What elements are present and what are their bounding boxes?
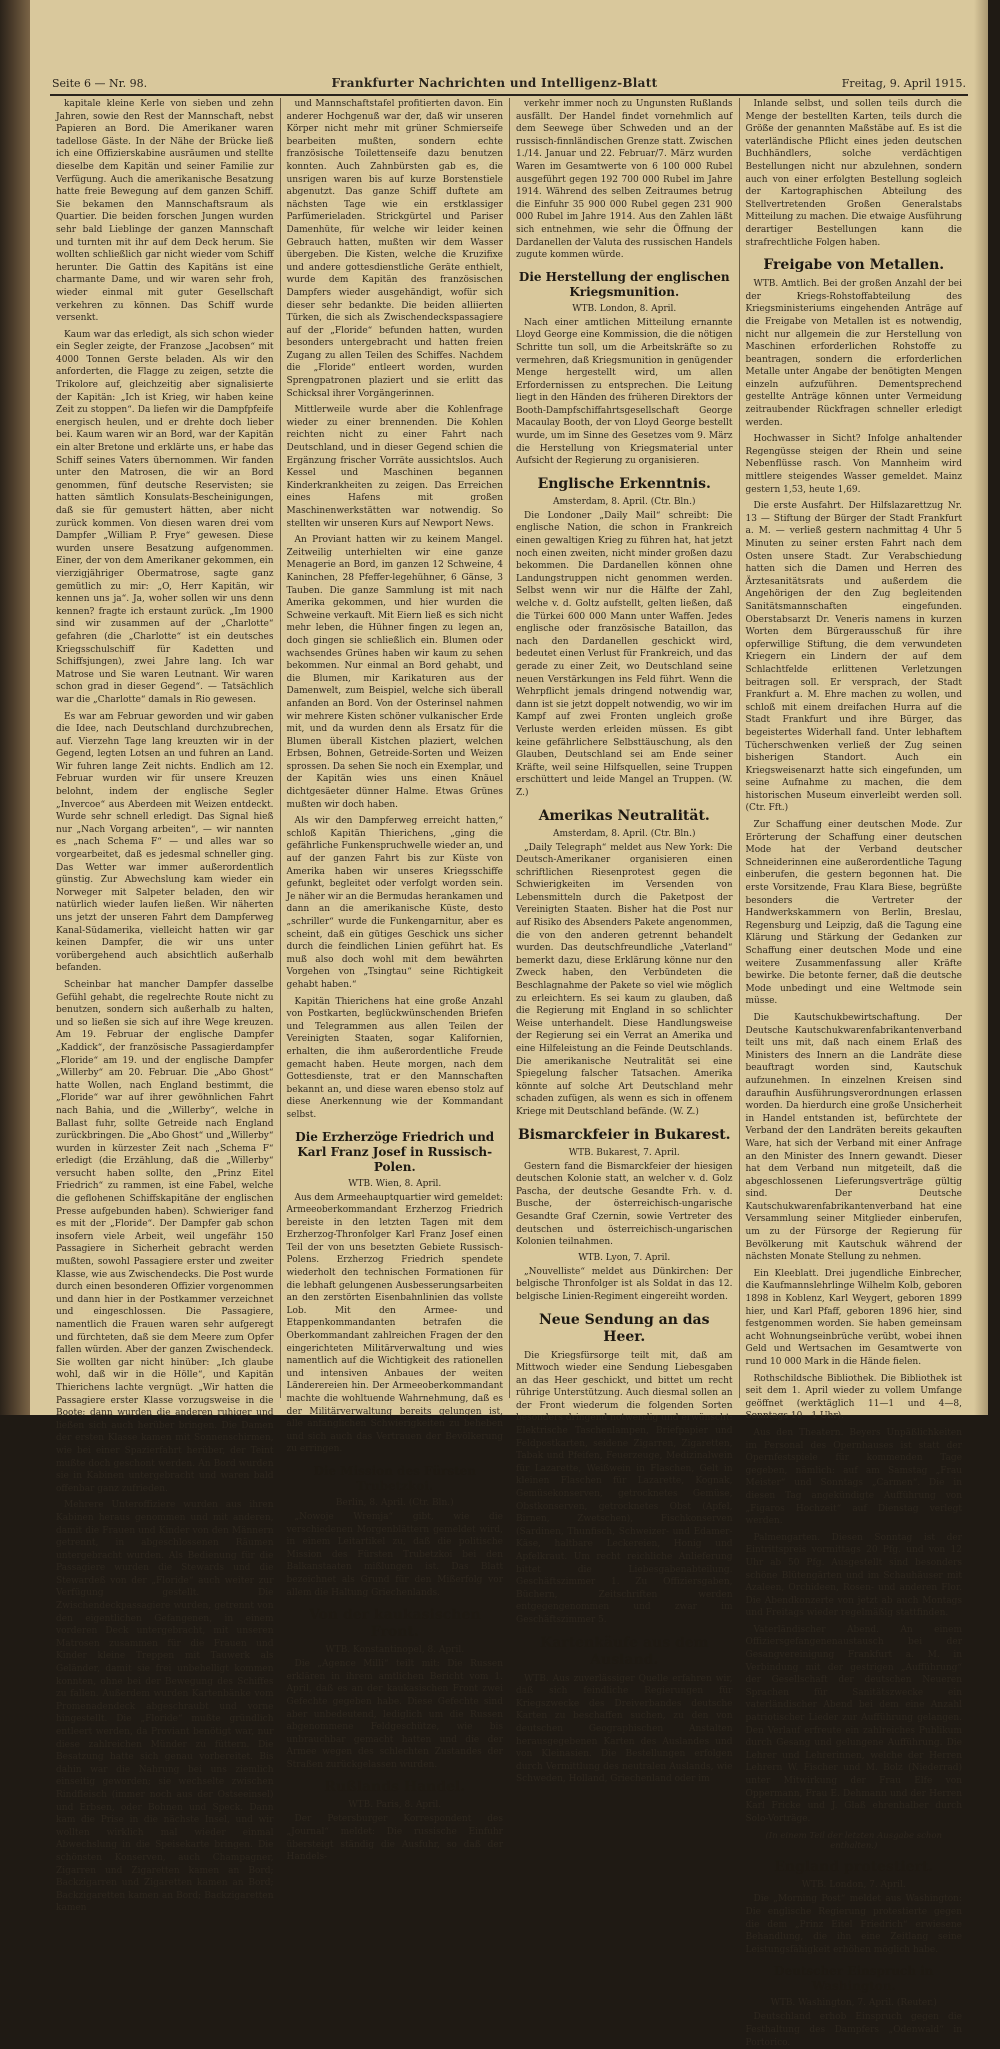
article-heading: Kartenkäufe aus dem Ausland. xyxy=(540,1634,709,1668)
article-heading: Deutscher Einspruch in Washington. xyxy=(774,1964,934,1994)
article-dateline: WTB. Paris, 8. April. xyxy=(348,1800,442,1811)
article-paragraph: Die Kriegsfürsorge teilt mit, daß am Mittwoch wieder eine Sendung Liebesgaben an das Heer geschickt, und bittet um recht rührige Unterstützung. Auch diesmal sollen an der Front wiederum die folgenden Sorten besonders dringend notwendig und erwünscht: Elektrische Taschenlampen, Briefpapier und Feldpostkarten, seidene Zigarren, Zigaretten, Tabak und Pfeifen, Feuerzeuge, Medizinalwein für Lazarette, Weißwein in Flaschen, Gelt in kleinen Flaschen für Lazarette, Kognak, Gemüsekonserven, getrocknetes Gemüse, Obstkonserven, getrocknetes Obst (Apfel, Birnen, Zwetschen), Fischkonserven (Sardinen, Thunfisch, Schweizer- und Edamer-Käse, haltbare Leckereien, Honig und Apfelkraut. Um recht reichliche Anlieferung bittet die Liebesgabenabteilung. Geschäftszimmer 1. Zu Offiziersgaben, Büchern, Zeitschriften werden entgegengenommen und zwar im Geschäftszimmer 5. xyxy=(516,1350,733,1625)
article-paragraph: Aus dem Armeehauptquartier wird gemeldet: Armeeoberkommandant Erzherzog Friedrich bereiste in den letzten Tagen mit dem Erzherzog-Thronfolger Karl Franz Josef einen Teil der von uns besetzten Gebiete Russisch-Polens. Erzherzog Friedrich spendete wiederholt den technischen Formationen für die lebhaft gelungenen Ausbesserungsarbeiten an den zerstörten Eisenbahnlinien das vollste Lob. Mit den Armee- und Etappenkommandanten betrafen die Oberkommandant zahlreichen Fragen der den eingerichteten Militärverwaltung und wies namentlich auf die Wichtigkeit des rationellen und intensiven Anbaues der weiten Länderereien hin. Der Armeeoberkommandant machte die wohltuende Wahrnehmung, daß es der Militärverwaltung bereits gelungen ist, alle anfänglichen Schwierigkeiten zu beheben und sich auch das Vertrauen der Bevölkerung zu erringen. xyxy=(286,1192,503,1455)
article-paragraph: kapitale kleine Kerle von sieben und zehn Jahren, sowie den Rest der Mannschaft, nebst Papieren an Bord. Die Amerikaner waren tadellose Gäste. In der Nähe der Brücke ließ ich eine Offizierskabine ausräumen und stellte dieselbe dem Kapitän und seiner Familie zur Verfügung. Auch die amerikanische Besatzung hatte freie Bewegung auf dem ganzen Schiff. Sie bekamen den Mannschaftsraum als Quartier. Die beiden forschen Jungen wurden sehr bald Lieblinge der ganzen Mannschaft und turnten mit ihr auf dem Deck herum. Sie wollten schließlich gar nicht wieder vom Schiff herunter. Die Gattin des Kapitäns ist eine charmante Dame, und wir waren sehr froh, wieder einmal mit guter Gesellschaft verkehren zu können. Das Schiff wurde versenkt. xyxy=(56,99,274,324)
article-heading: Neue Sendung an das Heer. xyxy=(538,1311,710,1345)
article-paragraph: Der Petersburger Korrespondent des „Journal“ meldet: Die russische Einfuhr übersteigt ständig die Ausfuhr, so daß der Handels- xyxy=(286,1814,503,1863)
newspaper-page xyxy=(30,0,988,2048)
article-paragraph: Es war am Februar geworden und wir gaben die Idee, nach Deutschland durchzubrechen, auf. Vierzehn Tage lang kreuzten wir in der Gegend, legten Lotsen an und fuhren an Land. Wir fuhren lange Zeit nichts. Endlich am 12. Februar wurden wir für unsere Kreuzen belohnt, indem der englische Segler „Invercoe“ aus Aberdeen mit Weizen entdeckt. Wurde sehr schnell erledigt. Das Signal hieß nur „Nach Vorgang arbeiten“, — wir nannten es „nach Schema F“ — und alles war so vorgearbeitet, daß es jedesmal schneller ging. Das Wetter war immer außerordentlich günstig. Zur Abwechslung kam wieder ein Norweger mit Salpeter beladen, den wir natürlich wieder laufen ließen. Wir näherten uns jetzt der unseren Fahrt dem Dampferweg Kanal-Südamerika, vielleicht hatten wir gar keinen Dampfer, die wir uns unter vorübergehend auch absichtlich außerhalb befanden. xyxy=(56,711,274,974)
article-heading: Englische Erkenntnis. xyxy=(537,475,711,492)
article-paragraph: Zur Schaffung einer deutschen Mode. Zur Erörterung der Schaffung einer deutschen Mode hat der Verband deutscher Schneiderinnen eine außerordentliche Tagung einberufen, die gestern begonnen hat. Die erste Vorsitzende, Frau Klara Biese, begrüßte besonders die Vertreter der Handwerkskammern von Berlin, Breslau, Regensburg und Leipzig, daß die Tagung eine Klärung und Stärkung der Gedanken zur Schaffung einer deutschen Mode und eine weitere Zusammenfassung aller Kräfte bewirke. Die betonte ferner, daß die deutsche Mode unbedingt und eine Weltmode sein müsse. xyxy=(745,820,962,1007)
article-paragraph: Die Londoner „Daily Mail“ schreibt: Die englische Nation, die schon in Frankreich einen gewaltigen Krieg zu führen hat, hat jetzt noch einen zweiten, nicht minder großen dazu bekommen. Die Dardanellen können ohne Landungstruppen nicht genommen werden. Selbst wenn wir nur die Hälfte der Zahl, welche v. d. Goltz aufstellt, gelten ließen, daß die Türkei 600 000 Mann unter Waffen. Jedes englische oder französische Bataillon, das nach den Dardanellen geschickt wird, bedeutet einen Verlust für Frankreich, und das gerade zu einer Zeit, wo Deutschland seine neuen Verstärkungen ins Feld führt. Wenn die Wehrpflicht jemals dringend notwendig war, dann ist sie jetzt doppelt notwendig, wo wir im Kampf auf zwei Fronten ungleich große Verluste werden erleiden müssen. Es gibt keine gefährlichere Selbsttäuschung, als den Glauben, Deutschland sei am Ende seiner Kräfte, weil seine Hilfsquellen, seine Truppen erschüttert und leide Mangel an Truppen. (W. Z.) xyxy=(516,510,733,798)
article-dateline: WTB. London, 7. April. xyxy=(801,1880,906,1891)
article-paragraph: Hochwasser in Sicht? Infolge anhaltender Regengüsse steigen der Rhein und seine Nebenflüsse rasch. Von Mannheim wird mittlere steigendes Wasser gemeldet. Mainz gestern 1,53, heute 1,69. xyxy=(745,434,962,495)
article-heading: Die Herstellung der englischen Kriegsmunition. xyxy=(518,269,730,299)
article-dateline: WTB. Konstantinopel, 8. April. xyxy=(325,1645,465,1656)
article-paragraph: Aus den Theatern. Beyers Unpäßlichkeiten im Personal des Opernhauses ist statt der Opernfestspiele für kommenden Tage gegeben, nämlich: auf am Samstag „Frau Meister“ und Sonntags „Carmen“. Die in diesen Tag angekündigte Aufführung von „Figaros Hochzeit“ auf Dienstag verlegt werden. xyxy=(745,1427,962,1527)
column-1 xyxy=(50,98,280,1914)
article-heading: Freigabe von Metallen. xyxy=(763,257,945,274)
article-paragraph: Kapitän Thierichens hat eine große Anzahl von Postkarten, beglückwünschenden Briefen und Telegrammen aus allen Teilen der Vereinigten Staaten, sogar Kalifornien, erhalten, die ihm außerordentliche Freude gemacht haben. Heute morgen, nach dem Gottesdienste, trat er den Mannschaften bekannt an, und diese waren ebenso stolz auf diese Anerkennung wie der Kommandant selbst. xyxy=(286,996,503,1120)
column-4 xyxy=(739,98,969,2048)
article-paragraph: „Nouvelliste“ meldet aus Dünkirchen: Der belgische Thronfolger ist als Soldat in das 12. belgische Linien-Regiment eingereiht worden. xyxy=(516,1266,733,1302)
article-columns xyxy=(50,98,968,2048)
article-paragraph: Deutschland erhob Einspruch gegen die Festhaltung des Dampfers „Odenwald“ in Portorico. xyxy=(745,2012,962,2048)
article-paragraph: Mittlerweile wurde aber die Kohlenfrage wieder zu einer brennenden. Die Kohlen reichten nicht zu einer Fahrt nach Deutschland, und in dieser Gegend schien die Ergänzung frischer Vorräte aussichtslos. Auch Kessel und Maschinen begannen Kinderkrankheiten zu zeigen. Das Erreichen eines Hafens mit großen Maschinenwerkstätten war notwendig. So stellten wir unseren Kurs auf Newport News. xyxy=(286,405,503,529)
article-paragraph: Palmengarten. Diesen Sonntag ist der Eintrittspreis vormittags 20 Pfg. und von 12 Uhr ab 50 Pfg. Ausgestellt sind besonders schöne Blütengärten und im Schauhäuser mit Azaleen, Orchideen, Rosen- und anderen Flor. Die Abendkonzerte von jetzt ab auch Montags und Freitags wieder regelmäßig stattfinden. xyxy=(745,1532,962,1619)
article-paragraph: „Nowoje Wremja“ gibt, wie die verschiedenen Morgenblättern gemeldet wird, in einem Leitartikel zu, daß die politische Mission des Fürsten Trubetzkoi bei den Balkanstaaten mißlungen ist. Das Blatt bezeichnet als Grund für den Mißerfolg vor allem die Haltung Griechenlands. xyxy=(286,1511,503,1598)
article-dateline: WTB. Lyon, 7. April. xyxy=(578,1252,671,1263)
article-dateline: Berlin, 8. April. (Ctr. Bln.) xyxy=(335,1497,454,1508)
article-dateline: Amsterdam, 8. April. (Ctr. Bln.) xyxy=(553,828,696,839)
article-heading: Bismarckfeier in Bukarest. xyxy=(517,1126,731,1143)
article-dateline: WTB. Washington, 7. April. (Reuter.) xyxy=(770,1998,937,2009)
article-paragraph: Als wir den Dampferweg erreicht hatten,“ schloß Kapitän Thierichens, „ging die gefährliche Funkenspruchwelle wieder an, und auf der ganzen Fahrt bis zur Küste von Amerika haben wir unseres Kriegsschiffe gefunkt, begleitet oder verfolgt worden sein. Je näher wir an die Bermudas herankamen und dann an die amerikanische Küste, desto „schriller“ wurde die Funkengarnitur, aber es scheint, daß ein gütiges Geschick uns sicher durch die feindlichen Linien geführt hat. Es muß also doch wohl mit dem bewährten Vorgehen von „Tsingtau“ seine Richtigkeit gehabt haben.“ xyxy=(286,816,503,990)
article-heading: Die Erzherzöge Friedrich und Karl Franz Josef in Russisch-Polen. xyxy=(295,1129,495,1174)
article-paragraph: Nach einer amtlichen Mitteilung ernannte Lloyd George eine Kommission, die die nötigen Schritte tun soll, um die Arbeitskräfte so zu vermehren, daß Kriegsmunition in genügender Menge hergestellt wird, um allen Erfordernissen zu entsprechen. Die Leitung liegt in den Händen des früheren Direktors der Booth-Dampfschiffahrtsgesellschaft George Macaulay Booth, der von Lloyd George bestellt wurde, um im Sinne des Gesetzes vom 9. März die Herstellung von Kriegsmaterial unter Aufsicht der Regierung zu organisieren. xyxy=(516,317,733,467)
article-paragraph: WTB. Amtlich. Bei der großen Anzahl der bei der Kriegs-Rohstoffabteilung des Kriegsministeriums eingehenden Anträge auf die Freigabe von Metallen ist es notwendig, nicht nur allgemein die zur Herstellung von Maschinen erforderlichen Rohstoffe zu beantragen, sondern die erforderlichen Metalle unter Angabe der benötigten Mengen einzeln aufzuführen. Dementsprechend gestellte Anträge können unter Vermeidung zeitraubender Rückfragen schneller erledigt werden. xyxy=(745,279,962,428)
article-paragraph: Vaterländischer Abend. An einem Offiziersgefangenenaustausch bei der Gesangvereinigung Frankfurt a. M. in Verbindung mit der gestrigen „Aufführung“ der Gesellschaft der deutschen Neueren Sprachen für Sanitätszwecke ein vaterländischer Abend bei dem eine Anzahl patriotischer Lieder zur Aufführung gelangen. Den Verlauf erfreute ein zahlreiches Publikum durch Gesang und gelungene Aufführung. Die Lehrer und Lehrerinnen, welche der Herren Lehrern W. Fischer und M. Bolz (Niederrad) unter Mitwirkung der Frau Elfe von Oppermann, Frau E. Dehmann und der Herren Karl Fricke und J. Glaß ehrenhalber durch Solo-Vorträge. xyxy=(745,1624,962,1824)
article-dateline: Amsterdam, 8. April. (Ctr. Bln.) xyxy=(553,496,696,507)
page-number: Seite 6 — Nr. 98. xyxy=(52,77,148,90)
editorial-note: (In einem Teil der letzten Ausgabe schon enthalten.) xyxy=(765,1831,942,1852)
article-paragraph: und Mannschaftstafel profitierten davon. Ein anderer Hochgenuß war der, daß wir unseren Körper nicht mehr mit grüner Schmierseife bearbeiten mußten, sondern echte französische Toilettenseife dazu benutzen konnten. Auch Zahnbürsten gab es, die unsrigen waren bis auf kurze Borstenstiele abgenutzt. Das ganze Schiff duftete am nächsten Tage wie ein erstklassiger Parfümerieladen. Strickgürtel und Pariser Damenhüte, für welche wir leider keinen Gebrauch hatten, mußten wir dem Wasser übergeben. Die Kisten, welche die Kruzifixe und andere gottesdienstliche Geräte enthielt, wurde dem Kapitän des französischen Dampfers wieder ausgehändigt, wofür sich dieser sehr bedankte. Die beiden alliierten Türken, die sich als Zwischendeckspassagiere auf der „Floride“ befunden hatten, wurden besonders untergebracht und hatten freien Zugang zu allen Teilen des Schiffes. Nachdem die „Floride“ entleert worden, wurden Sprengpatronen plaziert und sie erlitt das Schicksal ihrer Vorgängerinnen. xyxy=(286,99,503,399)
article-paragraph: An Proviant hatten wir zu keinem Mangel. Zeitweilig unterhielten wir eine ganze Menagerie an Bord, im ganzen 12 Schweine, 4 Kaninchen, 28 Pfeffer-legehühner, 6 Gänse, 3 Tauben. Die ganze Sammlung ist mit nach Amerika gekommen, und hier wurden die Schweine verkauft. Mit Eiern ließ es sich nicht mehr leben, die Hühner fingen zu legen an, doch gingen sie schließlich ein. Blumen oder wachsendes Grünes haben wir kaum zu sehen bekommen. Nur einmal an Bord gehabt, und die Blumen, mir Karikaturen aus der Damenwelt, zum Beispiel, welche sich überall anfanden an Bord. Von der Osterinsel nahmen wir mehrere Kisten schöner vulkanischer Erde mit, und da wurden denn als Ersatz für die Blumen überall Kistchen plaziert, welchen Erbsen, Bohnen, Getreide-Sorten und Weizen sprossen. Da sehen Sie noch ein Exemplar, und der Kapitän wies uns einen Knäuel dichtgesäeter dünner Halme. Etwas Grünes mußten wir doch haben. xyxy=(286,535,503,810)
article-heading: Die Mission des Fürsten Trubetzkoi. xyxy=(313,1463,477,1493)
article-paragraph: Die „Agence Milli“ teilt mit: Die Russen erklären in ihrem amtlichen Bericht vom 1. April, daß es an der kaukasischen Front zwei Gefechte gegeben habe. Diese Gefechte sind aber unbedeutend, lediglich um die Russen abgenommene Feldgeschütze, wie bis unbrauchbar gemacht hatten und die der Armee wegen des schlechten Zustandes der Straßen zurückgelassen wurden. xyxy=(286,1659,503,1770)
article-heading: Amerikas Neutralität. xyxy=(538,807,710,824)
page-fold-shadow xyxy=(974,0,988,1415)
article-paragraph: Rothschildsche Bibliothek. Die Bibliothek ist seit dem 1. April wieder zu vollem Umfange geöffnet (werktäglich 11—1 und 4—8, Sonntags 10—1 Uhr). xyxy=(745,1373,962,1422)
article-paragraph: Inlande selbst, und sollen teils durch die Menge der bestellten Karten, teils durch die Größe der genannten Maßstäbe auf. Es ist die vaterländische Pflicht eines jeden deutschen Buchhändlers, solche verdächtigen Bestellungen nicht nur abzulehnen, sondern auch von einer erfolgten Bestellung sogleich der Kartographischen Abteilung des Stellvertretenden Großen Generalstabs Mitteilung zu machen. Die etwaige Ausführung derartiger Bestellungen kann die strafrechtliche Folgen haben. xyxy=(745,99,962,248)
column-2 xyxy=(280,98,510,1863)
article-heading: England protestiert. xyxy=(774,1859,934,1876)
article-paragraph: Gestern fand die Bismarckfeier der hiesigen deutschen Kolonie statt, an welcher v. d. Golz Pascha, der deutsche Gesandte Frh. v. d. Busche, der österreichisch-ungarische Gesandte Graf Czernin, sowie Vertreter des deutschen und österreichisch-ungarischen Kolonien teilnahmen. xyxy=(516,1161,733,1248)
article-paragraph: WTB. Aus zuverlässiger Quelle erfahren wir, daß sich feindliche Regierungen für Kriegszwecke des Dreiverbandes deutsche Karten zu beschaffen suchen, zu den von deutschen Geographischen Anstalten herausgegebenen Karten des Auslandes und von Kleinasien. Die Bestellungen erfolgen durch Vermittlung des neutralen Auslands, wie Schweden, Holland, Griechenland oder im xyxy=(516,1673,733,1785)
masthead: Frankfurter Nachrichten und Intelligenz-Blatt xyxy=(331,76,658,90)
article-paragraph: Kaum war das erledigt, als sich schon wieder ein Segler zeigte, der Franzose „Jacobsen“ mit 4000 Tonnen Gerste beladen. Als wir den anforderten, die Flagge zu zeigen, setzte die Trikolore auf, gleichzeitig aber signalisierte der Kapitän: „Ich ist Krieg, wir haben keine Zeit zu stoppen“. Da liefen wir die Dampfpfeife energisch heulen, und er drehte doch lieber bei. Kaum waren wir an Bord, war der Kapitän ein alter Bretone und erklärte uns, er habe das Schiff seines Vaters übernommen. Wir fanden unter den Matrosen, die wir an Bord genommen, fünf deutsche Reservisten; sie hatten sämtlich Konsulats-Bescheinigungen, daß sie für gemustert hätten, aber nicht zurück kommen. Von diesen waren drei vom Dampfer „William P. Frye“ gewesen. Diese wurden unsere Besatzung aufgenommen. Einer, der von dem Amerikaner gekommen, ein vierzigjähriger Obermatrose, sagte ganz gemütlich zu mir: „O, Herr Kapitän, wir kennen uns ja“. Ja, woher sollen wir uns denn kennen? fragte ich erstaunt zurück. „Im 1900 sind wir zusammen auf der „Charlotte“ gefahren (die „Charlotte“ ist ein deutsches Kriegsschulschiff für Kadetten und Schiffsjungen), zwei Jahre lang. Ich war Matrose und Sie waren Leutnant. Wir waren schon grad in dieser Gegend“. — Tatsächlich war die „Charlotte“ damals in Rio gewesen. xyxy=(56,329,274,705)
article-paragraph: Die „Morning Post“ meldet aus Washington: Die englische Regierung protestierte gegen die dem „Prinz Eitel Friedrich“ erwiesene Behandlung, die ihn eine Zeitlang seine Leistungsfähigkeit erhöhen möglich habe. xyxy=(745,1894,962,1955)
article-dateline: WTB. London, 8. April. xyxy=(572,303,677,314)
article-paragraph: Die Kautschukbewirtschaftung. Der Deutsche Kautschukwarenfabrikantenverband teilt uns mit, daß nach einem Erlaß des Ministers des Innern an die Landräte diese beauftragt worden sind, Kautschuk aufzunehmen. In einzelnen Kreisen sind daraufhin Ausführungsverordnungen erlassen worden. Da hierdurch eine große Unsicherheit in Handel entstanden ist, befürchtete der Verband der den Landräten bereits gekauften Ware, hat sich der Verband mit einer Anfrage an den Minister des Innern gewandt. Dieser hat dem Verband nun mitgeteilt, daß die abgeschlossenen Lieferungsverträge gültig sind. Der Deutsche Kautschukwarenfabrikantenverband hat eine Versammlung seiner Mitglieder einberufen, um zu der Fürsorge der Regierung für Bevölkerung mit Kautschuk während der nächsten Monate Stellung zu nehmen. xyxy=(745,1012,962,1263)
column-3 xyxy=(509,98,739,1785)
article-paragraph: Scheinbar hat mancher Dampfer dasselbe Gefühl gehabt, die regelrechte Route nicht zu benutzen, sondern sich außerhalb zu halten, und so ließen sie sich auf ihre Wege kreuzen. Am 19. Februar der englische Dampfer „Kaddick“, der französische Passagierdampfer „Floride“ am 19. und der englische Dampfer „Willerby“ am 20. Februar. Die „Abo Ghost“ hatte Wollen, nach England bestimmt, die „Floride“ war auf ihrer gewöhnlichen Fahrt nach Bahia, und die „Willerby“, welche in Ballast fuhr, sollte Getreide nach England zurückbringen. Die „Abo Ghost“ und „Willerby“ wurden in kürzester Zeit nach „Schema F“ erledigt (die Erzählung, daß die „Willerby“ versucht haben sollte, den „Prinz Eitel Friedrich“ zu rammen, ist eine Fabel, welche die geflohenen Schiffskapitäne der englischen Presse aufgebunden haben). Schwieriger fand es mit der „Floride“. Der Dampfer gab schon insofern viele Arbeit, weil ungefähr 150 Passagiere in Sicherheit gebracht werden mußten, sowohl Passagiere erster und zweiter Klasse, wie aus Zwischendecks. Die Post wurde durch einen besonderen Offizier vorgenommen und dann hier in der Postkammer verzeichnet und eingeschlossen. Die Passagiere, namentlich die Frauen waren sehr aufgeregt und fürchteten, daß sie dem Meere zum Opfer fallen würden. Aber der ganzen Zwischendeck. Sie wollten gar nicht hinüber: „Ich glaube wohl, daß wir in die Hölle“, und Kapitän Thierichens lachte vergnügt. „Wir hatten die Passagiere erster Klasse vorzugsweise in die Boote; dann wurden die anderen ruhiger und ließen sich auch herüber bringen. Die Damen der ersten Klasse kamen mit Sonnenschirmen, wie bei einer Spazierfahrt herüber, der Teint mußte doch geschont werden. An Bord wurden sie in Kabinen untergebracht und waren bald offenbar ganz zufrieden. xyxy=(56,979,274,1494)
article-paragraph: Die erste Ausfahrt. Der Hilfslazarettzug Nr. 13 — Stiftung der Bürger der Stadt Frankfurt a. M. — verließ gestern nachmittag 4 Uhr 5 Minuten zu seiner ersten Fahrt nach dem Osten unsere Stadt. Zur Verabschiedung hatten sich die Damen und Herren des Ärztesanitätsrats und außerdem die Angehörigen der den Zug begleitenden Sanitätsmannschaften eingefunden. Oberstabsarzt Dr. Veneris namens in kurzen Worten dem Bürgerausschuß für ihre opferwillige Stiftung, die dem verwundeten Kriegern ein Lindern der auf dem Schlachtfelde erlittenen Verletzungen beitragen soll. Er versprach, der Stadt Frankfurt a. M. Ehre machen zu wollen, und schloß mit einem dreifachen Hurra auf die Stadt Frankfurt und ihre Bürger, das begeistertes Widerhall fand. Unter lebhaftem Tücherschwenken verließ der Zug seinen bisherigen Standort. Auch ein Kriegsweisenarzt hatte sich eingefunden, um seine Aufnahme zu machen, die dem historischen Museum einverleibt werden soll. (Ctr. Fft.) xyxy=(745,501,962,814)
article-paragraph: Mehrere Unteroffiziere wurden aus ihren Kabinen heraus genommen und mit anderen, damit die Frauen und Kinder von den Männern getrennt, in abgeschlossenen Räumen untergebracht wurden. Als Bedienung für die Passagiere wurden die Stewards und die Stewardeß von der „Floride“ auch weiter zur Verfügung gestellt. Die Zwischendeckpassagiere wurden, getrennt von den eigentlichen Gefangenen, in einem vorderen Deck untergebracht, mit unseren Matrosen zusammen für die Frauen und Kinder kleine Treppen mit Tauwerk als Geländer, damit sie frei unbehelligt kommen konnten, ohne bei der Bewegung des Schiffes zu fallen. Außerdem wurden Kartenbänke vom Promenadendeck abgeschraubt und vorne hingestellt. Die „Floride“ mußte gründlich entleert werden, da Proviant benötigt war, nur diese zahlreichen Münder zu füttern. Die Besatzung hatte sich genau vorbereitet. Bis dahin war die Nahrung bei uns ziemlich einseitig geworden; sie wechselte zwischen Rindfleisch (immer noch aus der Ostseeinsel) und Erbsen, oder Bohnen und Speck. Dann kam die Prise in die nächste Insel, und wir wollten wirklich mal wieder einmal Abwechslung in die Speisekarte bringen. Die schönsten Konserven, auch Champagner, Zigarren und Zigaretten kamen an Bord; Backzigarren und Zigaretten kamen an Bord; Backzigaretten kamen an Bord; Backzigaretten kamen xyxy=(56,1500,274,1914)
article-heading: Von der kaukasischen Front. xyxy=(308,1607,481,1641)
page-spine-shadow xyxy=(0,0,30,1415)
article-dateline: WTB. Bukarest, 7. April. xyxy=(568,1147,680,1158)
article-paragraph: Ein Kleeblatt. Drei jugendliche Einbrecher, die Kaufmannslehrlinge Wilhelm Kolb, geboren 1898 in Koblenz, Karl Weygert, geboren 1899 hier, und Karl Pfaff, geboren 1896 hier, sind festgenommen worden. Sie haben gemeinsam acht Wohnungseinbrüche verübt, wobei ihnen Geld und Wertsachen im Gesamtwerte von rund 10 000 Mark in die Hände fielen. xyxy=(745,1268,962,1367)
article-heading: Rußlands Handel. xyxy=(324,1779,466,1796)
header-rule xyxy=(50,94,968,96)
article-dateline: WTB. Wien, 8. April. xyxy=(348,1178,442,1189)
issue-date: Freitag, 9. April 1915. xyxy=(841,77,966,90)
article-paragraph: verkehr immer noch zu Ungunsten Rußlands ausfällt. Der Handel findet vornehmlich auf dem Seewege über Schweden und an der russisch-finnländischen Grenze statt. Zwischen 1./14. Januar und 22. Februar/7. März wurden Waren im Gesamtwerte von 6 100 000 Rubel ausgeführt gegen 192 700 000 Rubel im Jahre 1914. Während des selben Zeitraumes betrug die Einfuhr 35 900 000 Rubel gegen 231 900 000 Rubel im Jahre 1914. Aus den Zahlen läßt sich entnehmen, wie sehr die Öffnung der Dardanellen der Valuta des russischen Handels zugute kommen würde. xyxy=(516,99,733,261)
article-paragraph: „Daily Telegraph“ meldet aus New York: Die Deutsch-Amerikaner organisieren einen schriftlichen Riesenprotest gegen die Schwierigkeiten im Versenden von Lebensmitteln durch die Paketpost der Vereinigten Staaten. Bisher hat die Post nur auf Risiko des Absenders Pakete angenommen, die von den anderen getrennt behandelt wurden. Das deutschfreundliche „Vaterland“ bemerkt dazu, diese Erklärung könne nur den Zweck haben, den Verbündeten die Beschlagnahme der Pakete so viel wie möglich zu erleichtern. Es sei kaum zu glauben, daß die Regierung mit England in so schlichter Weise unterhandelt. Diese Handlungsweise der Regierung sei ein Verrat an Amerika und eine Hilfeleistung an die Feinde Deutschlands. Die amerikanische Neutralität sei eine Spiegelung falscher Tatsachen. Amerika könnte auf solche Art Deutschland mehr schaden zufügen, als wenn es sich in offenem Kriege mit Deutschland befände. (W. Z.) xyxy=(516,842,733,1117)
page-header xyxy=(52,76,966,94)
